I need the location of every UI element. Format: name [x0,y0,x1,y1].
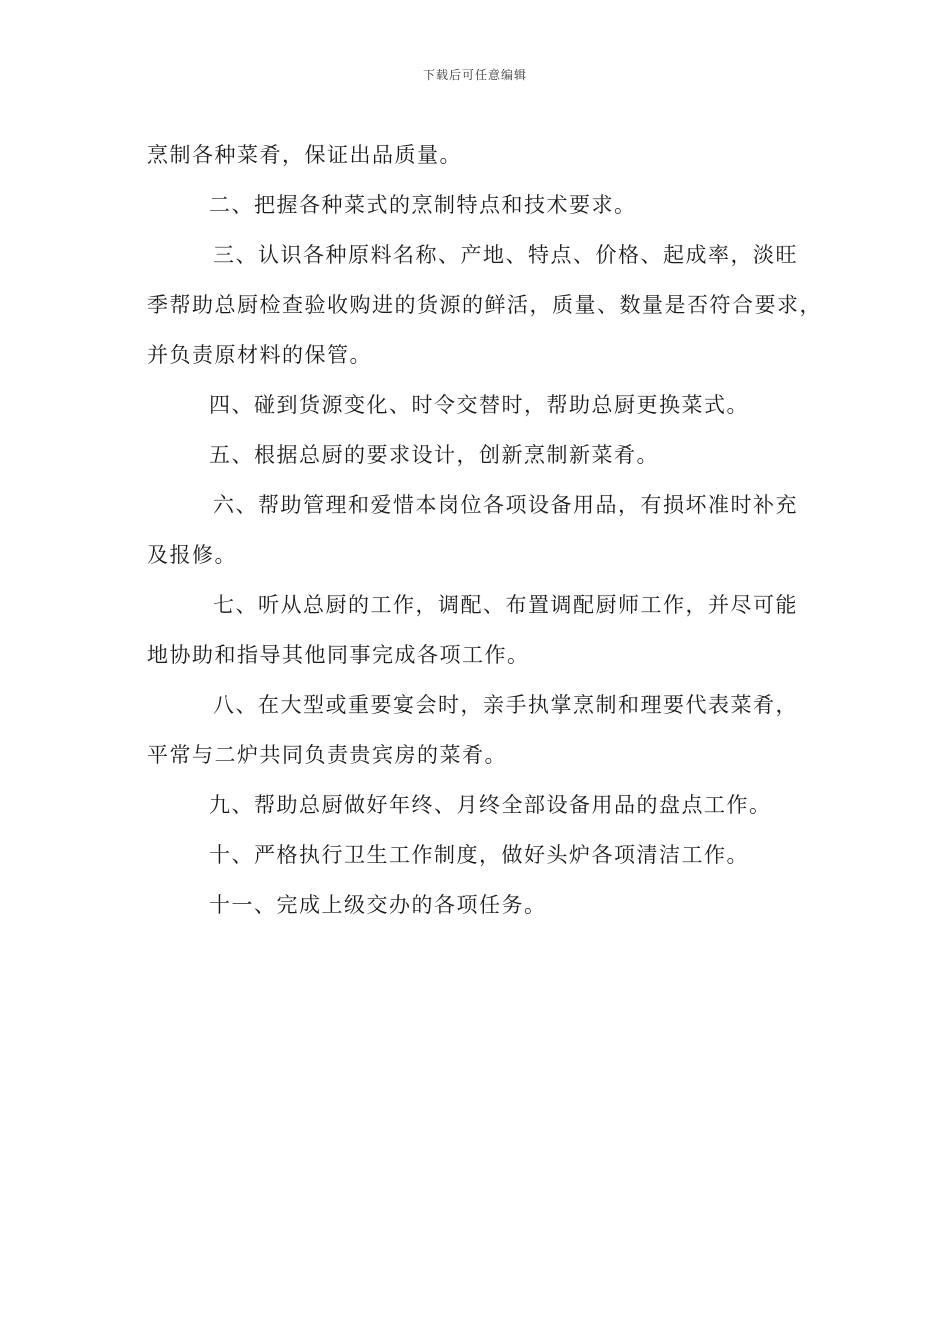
paragraph-line: 十、严格执行卫生工作制度，做好头炉各项清洁工作。 [209,843,749,867]
paragraph-line: 及报修。 [147,543,237,567]
paragraph-line: 烹制各种菜肴，保证出品质量。 [147,143,462,167]
paragraph-line: 二、把握各种菜式的烹制特点和技术要求。 [209,193,637,217]
paragraph-line: 地协助和指导其他同事完成各项工作。 [147,643,530,667]
paragraph-line: 平常与二炉共同负责贵宾房的菜肴。 [147,743,507,767]
document-body [147,130,827,930]
paragraph-line: 并负责原材料的保管。 [147,343,372,367]
paragraph-line: 三、认识各种原料名称、产地、特点、价格、起成率，淡旺 [213,243,798,267]
paragraph-line: 六、帮助管理和爱惜本岗位各项设备用品，有损坏准时补充 [213,493,798,517]
paragraph-line: 季帮助总厨检查验收购进的货源的鲜活，质量、数量是否符合要求， [147,293,822,317]
paragraph-line: 七、听从总厨的工作，调配、布置调配厨师工作，并尽可能 [213,593,798,617]
paragraph-line: 四、碰到货源变化、时令交替时，帮助总厨更换菜式。 [209,393,749,417]
page-header: 下载后可任意编辑 [422,68,527,82]
paragraph-line: 九、帮助总厨做好年终、月终全部设备用品的盘点工作。 [209,793,772,817]
paragraph-line: 十一、完成上级交办的各项任务。 [209,893,547,917]
paragraph-line: 五、根据总厨的要求设计，创新烹制新菜肴。 [209,443,659,467]
paragraph-line: 八、在大型或重要宴会时，亲手执掌烹制和理要代表菜肴， [213,693,798,717]
